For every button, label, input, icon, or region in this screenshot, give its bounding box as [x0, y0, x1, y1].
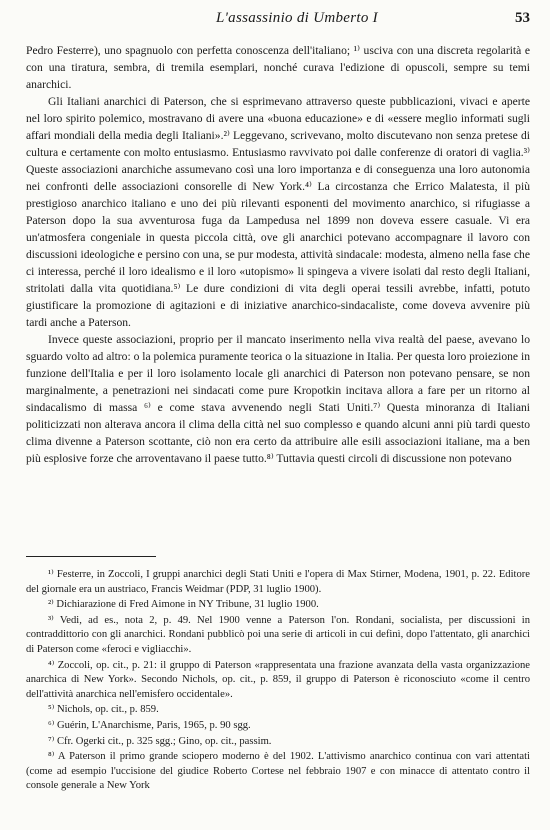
page-header: [26, 10, 530, 30]
footnote-separator: [26, 556, 156, 557]
footnote: ¹⁾ Festerre, in Zoccoli, I gruppi anarchici degli Stati Uniti e l'opera di Max Stirner, Modena, 1901, p. 22. Editore del giornale era un austriaco, Francis Weidmar (PDP, 31 luglio 1900).: [26, 569, 530, 595]
paragraph: Invece queste associazioni, proprio per il mancato inserimento nella viva realtà del paese, avevano lo sguardo volto ad altro: o la polemica puramente teorica o la situazione in Italia. Per questa loro proiezione in funzione dell'Italia e per il loro isolamento locale gli anarchici di Paterson non potevano pensare, se non marginalmente, a penetrazioni nei sindacati come pure Kropotkin incitava allora a fare per un ritorno al sindacalismo di massa ⁶⁾ e come stava avvenendo negli Stati Uniti.⁷⁾ Questa minoranza di Italiani politicizzati non alterava ancora il clima della città nel suo complesso e quando alcuni anni più tardi questo clima divenne a Paterson scottante, ciò non era certo da attribuire alle esili associazioni italiane, ma a ben più esplosive forze che arroventavano il paese tutto.⁸⁾ Tuttavia questi circoli di discussione non potevano: [26, 333, 530, 465]
footnote: ⁸⁾ A Paterson il primo grande sciopero moderno è del 1902. L'attivismo anarchico continua con vari attentati (come ad esempio l'uccisione del giudice Roberto Cortese nel febbraio 1907 e con minacce di attentato contro il console generale a New York: [26, 751, 530, 792]
footnote: ⁵⁾ Nichols, op. cit., p. 859.: [48, 704, 159, 716]
paragraph: Gli Italiani anarchici di Paterson, che si esprimevano attraverso queste pubblicazioni, vivaci e aperte nel loro spirito polemico, mostravano di avere una «buona educazione» e di «essere meglio informati sugli affari mondiali della media degli Italiani».²⁾ Leggevano, scrivevano, molto discutevano non senza pretese di cultura e certamente con molto entusiasmo. Entusiasmo ravvivato poi dalle conferenze di oratori di vaglia.³⁾ Queste associazioni anarchiche assumevano così una loro importanza e di conseguenza una loro autonomia nei confronti delle associazioni consorelle di New York.⁴⁾ La circostanza che Errico Malatesta, il più prestigioso anarchico italiano e uno dei più rilevanti esponenti del movimento anarchico, si rifugiasse a Paterson dopo la sua avventurosa fuga da Lampedusa nel 1899 non doveva essere casuale. Vi era un'atmosfera congeniale in questa piccola città, ove gli anarchici potevano accompagnare il lavoro con discussioni ideologiche e persino con una, se pur modesta, attività sindacale: modesta, almeno nella fase che ci interessa, perché il loro idealismo e il loro «utopismo» li spingeva a vivere isolati dal resto degli Italiani, stritolati dalla vita quotidiana.⁵⁾ Le dure condizioni di vita degli operai tessili avrebbe, infatti, potuto giustificare la promozione di agitazioni e di iniziative anarchico-sindacaliste, come doveva avvenire più tardi anche a Paterson.: [26, 95, 530, 329]
page-number: 53: [515, 10, 530, 26]
footnote: ⁷⁾ Cfr. Ogerki cit., p. 325 sgg.; Gino, op. cit., passim.: [48, 735, 272, 747]
running-title: L'assassinio di Umberto I: [216, 10, 378, 26]
footnote: ²⁾ Dichiarazione di Fred Aimone in NY Tribune, 31 luglio 1900.: [48, 599, 319, 611]
footnotes: [26, 568, 530, 795]
footnote: ³⁾ Vedi, ad es., nota 2, p. 49. Nel 1900 venne a Paterson l'on. Rondani, socialista, per discussioni in contraddittorio con gli anarchici. Rondani pubblicò poi una serie di articoli in cui definì, dopo l'attentato, gli anarchici di Paterson come «feroci e vigliacchi».: [26, 614, 530, 655]
footnote: ⁴⁾ Zoccoli, op. cit., p. 21: il gruppo di Paterson «rappresentata una frazione avanzata della vasta organizzazione anarchica di New York». Secondo Nichols, op. cit., p. 859, il gruppo di Paterson è riconosciuto «come il centro dell'attività anarchica nell'emisfero occidentale».: [26, 659, 530, 700]
footnote: ⁶⁾ Guérin, L'Anarchisme, Paris, 1965, p. 90 sgg.: [48, 719, 251, 731]
main-text: [26, 42, 530, 467]
paragraph: Pedro Festerre), uno spagnuolo con perfetta conoscenza dell'italiano; ¹⁾ usciva con una discreta regolarità e con una tiratura, sembra, di tremila esemplari, nonché curava l'edizione di opuscoli, sempre su temi anarchici.: [26, 44, 530, 91]
